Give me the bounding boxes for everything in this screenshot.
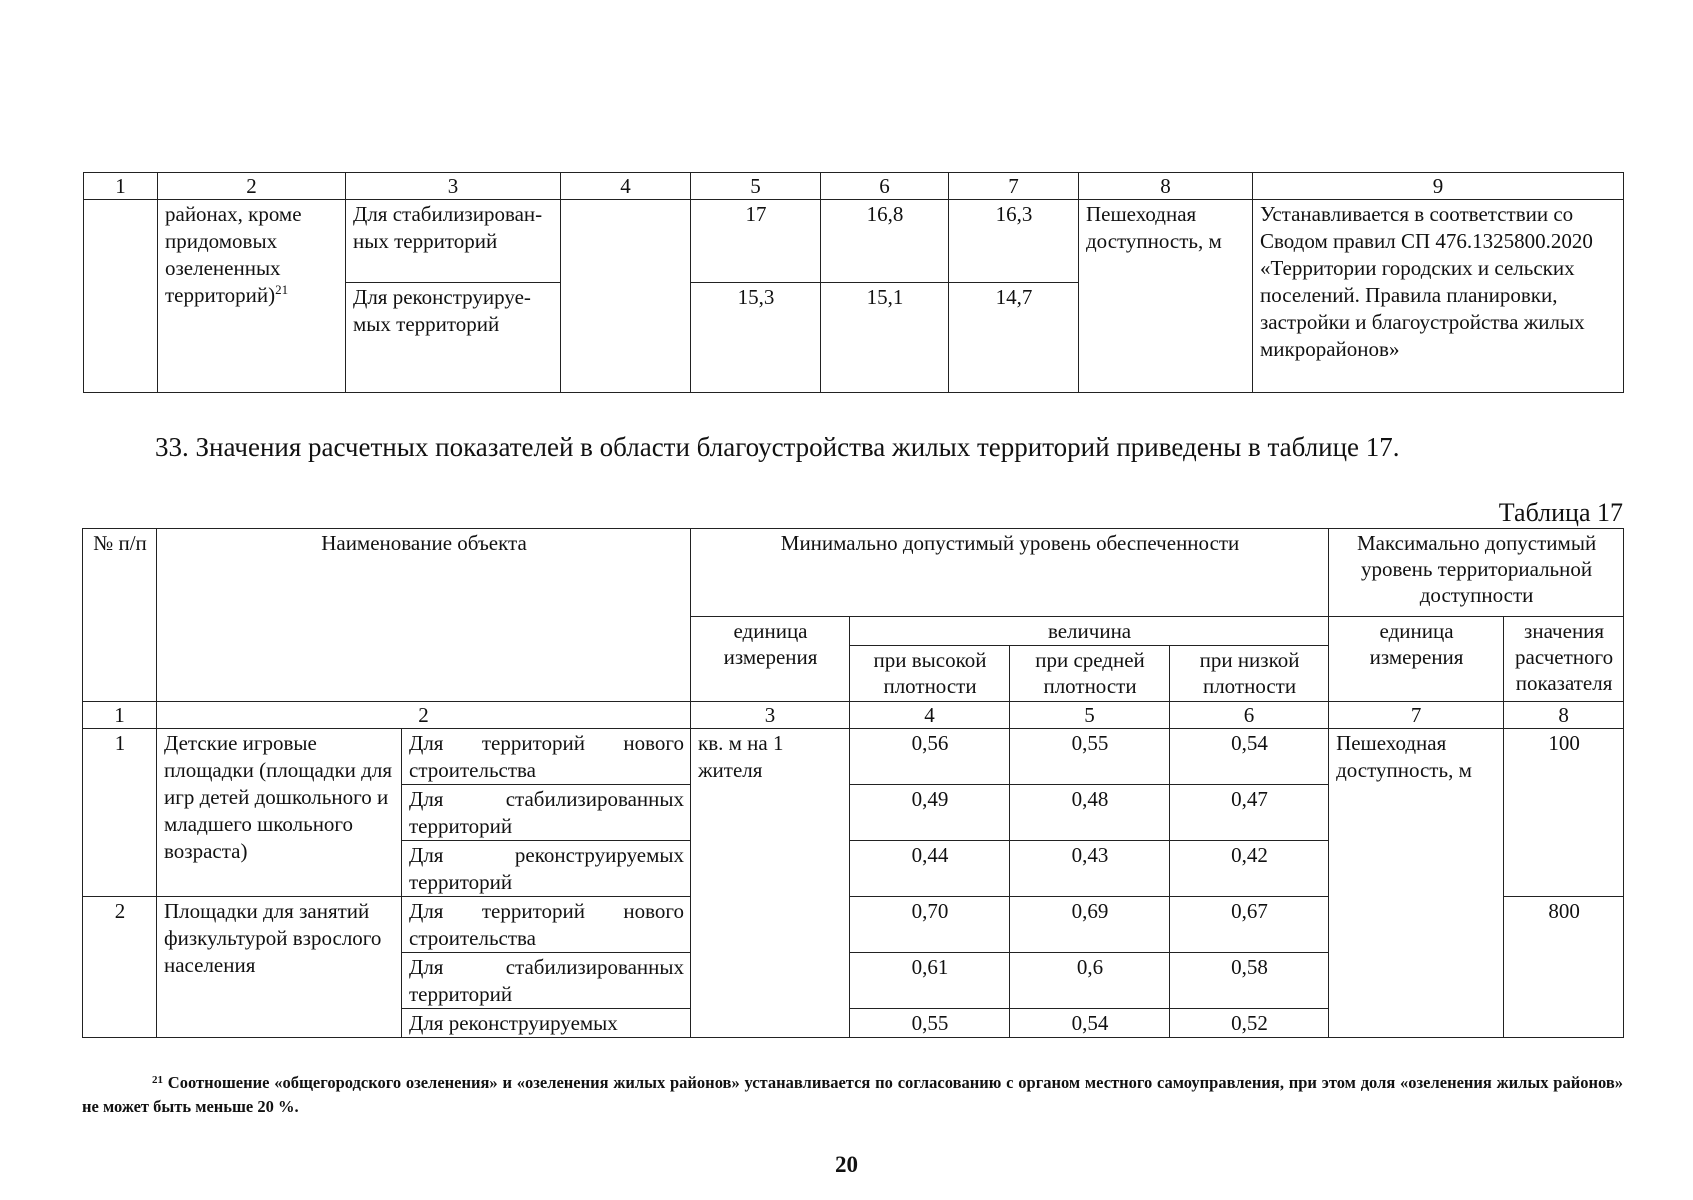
header-max-level: Максимально допустимый уровень территориальной доступности <box>1329 529 1624 617</box>
value-high: 0,55 <box>850 1009 1010 1038</box>
value-medium: 0,69 <box>1010 897 1170 953</box>
header-name: Наименование объекта <box>157 529 691 702</box>
value-cell: 16,8 <box>821 200 949 283</box>
table-16-continuation <box>83 172 1624 393</box>
object-name: районах, кроме придомовых озелененных территорий) <box>165 202 302 307</box>
col-number: 4 <box>850 702 1010 729</box>
col-number: 2 <box>158 173 346 200</box>
value-low: 0,52 <box>1170 1009 1329 1038</box>
value-cell: 15,3 <box>691 283 821 393</box>
value-high: 0,49 <box>850 785 1010 841</box>
paragraph-33: 33. Значения расчетных показателей в области благоустройства жилых территорий приведены в таблице 17. <box>155 432 1400 462</box>
value-low: 0,67 <box>1170 897 1329 953</box>
col-number: 7 <box>949 173 1079 200</box>
value-medium: 0,48 <box>1010 785 1170 841</box>
empty-cell <box>561 200 691 393</box>
row-number: 2 <box>83 897 157 1038</box>
calc-value: 100 <box>1504 729 1624 897</box>
value-high: 0,56 <box>850 729 1010 785</box>
value-high: 0,70 <box>850 897 1010 953</box>
object-name-cell <box>158 200 346 393</box>
territory-type: Для реконструируемых территорий <box>402 841 691 897</box>
value-high: 0,44 <box>850 841 1010 897</box>
value-cell: 17 <box>691 200 821 283</box>
value-high: 0,61 <box>850 953 1010 1009</box>
value-cell: 14,7 <box>949 283 1079 393</box>
empty-cell <box>84 200 158 393</box>
access-cell: Пешеходная доступность, м <box>1079 200 1253 393</box>
col-number: 9 <box>1253 173 1624 200</box>
footnote-mark: 21 <box>152 1074 163 1086</box>
header-medium: при средней плотности <box>1010 646 1170 702</box>
col-number: 5 <box>691 173 821 200</box>
value-medium: 0,6 <box>1010 953 1170 1009</box>
page-number: 20 <box>835 1152 858 1177</box>
col-number: 5 <box>1010 702 1170 729</box>
value-cell: 15,1 <box>821 283 949 393</box>
value-low: 0,54 <box>1170 729 1329 785</box>
header-unit: единица измерения <box>691 617 850 702</box>
territory-type: Для стабилизированных территорий <box>402 953 691 1009</box>
col-number: 3 <box>691 702 850 729</box>
footnote-text: Соотношение «общегородского озеленения» и «озеленения жилых районов» устанавливается по согласованию с органом местного самоуправления, при этом доля «озеленения жилых районов» не может быть меньше 20 %. <box>82 1073 1623 1116</box>
value-medium: 0,55 <box>1010 729 1170 785</box>
territory-type: Для стабилизированных территорий <box>402 785 691 841</box>
col-number: 1 <box>83 702 157 729</box>
object-name: Детские игровые площадки (площадки для игр детей дошкольного и младшего школьного возраста) <box>157 729 402 897</box>
header-min-level: Минимально допустимый уровень обеспеченности <box>691 529 1329 617</box>
territory-type: Для территорий нового строительства <box>402 729 691 785</box>
col-number: 7 <box>1329 702 1504 729</box>
col-number: 1 <box>84 173 158 200</box>
header-calc: значения расчетного показателя <box>1504 617 1624 702</box>
header-value: величина <box>850 617 1329 646</box>
footnote <box>82 1068 1623 1119</box>
territory-type: Для стабилизирован-ных территорий <box>346 200 561 283</box>
col-number: 3 <box>346 173 561 200</box>
row-number: 1 <box>83 729 157 897</box>
territory-type: Для территорий нового строительства <box>402 897 691 953</box>
note-cell: Устанавливается в соответствии со Сводом правил СП 476.1325800.2020 «Территории городских и сельских поселений. Правила планировки, застройки и благоустройства жилых микрорайонов» <box>1253 200 1624 393</box>
calc-value: 800 <box>1504 897 1624 1038</box>
table-row <box>84 200 1624 283</box>
territory-type: Для реконструируе-мых территорий <box>346 283 561 393</box>
header-num: № п/п <box>83 529 157 702</box>
footnote-ref: 21 <box>275 282 289 297</box>
value-low: 0,47 <box>1170 785 1329 841</box>
value-low: 0,58 <box>1170 953 1329 1009</box>
header-unit2: единица измерения <box>1329 617 1504 702</box>
table-caption: Таблица 17 <box>1498 498 1623 527</box>
value-medium: 0,43 <box>1010 841 1170 897</box>
col-number: 6 <box>821 173 949 200</box>
col-number: 2 <box>157 702 691 729</box>
column-number-row <box>84 173 1624 200</box>
header-high: при высокой плотности <box>850 646 1010 702</box>
table-row <box>83 729 1624 785</box>
value-medium: 0,54 <box>1010 1009 1170 1038</box>
object-name: Площадки для занятий физкультурой взрослого населения <box>157 897 402 1038</box>
access-cell: Пешеходная доступность, м <box>1329 729 1504 1038</box>
header-low: при низкой плотности <box>1170 646 1329 702</box>
col-number: 8 <box>1504 702 1624 729</box>
col-number: 6 <box>1170 702 1329 729</box>
unit-cell: кв. м на 1 жителя <box>691 729 850 1038</box>
territory-type: Для реконструируемых <box>402 1009 691 1038</box>
col-number: 4 <box>561 173 691 200</box>
value-low: 0,42 <box>1170 841 1329 897</box>
value-cell: 16,3 <box>949 200 1079 283</box>
header-row <box>83 529 1624 617</box>
table-17 <box>82 528 1624 1038</box>
column-number-row <box>83 702 1624 729</box>
col-number: 8 <box>1079 173 1253 200</box>
